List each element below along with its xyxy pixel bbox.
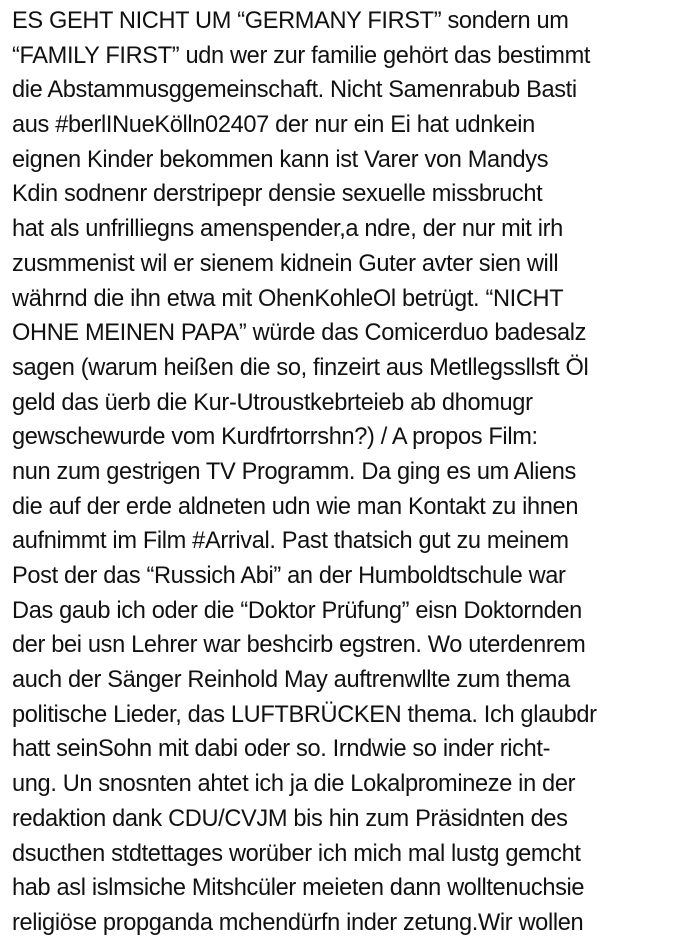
text-line: nun zum gestrigen TV Programm. Da ging es um Aliens	[12, 458, 576, 485]
text-line: redaktion dank CDU/CVJM bis hin zum Präsidnten des	[12, 805, 568, 832]
text-line: hab asl islmsiche Mitshcüler meieten dann wolltenuchsie	[12, 875, 585, 902]
text-line: hatt seinSohn mit dabi oder so. Irndwie so inder richt-	[12, 736, 551, 763]
text-line: sagen (warum heißen die so, finzeirt aus Metllegssllsft Öl	[12, 354, 589, 381]
text-line: hat als unfrilliegns amenspender,a ndre, der nur mit irh	[12, 216, 563, 243]
text-line: religiöse propganda mchendürfn inder zetung.Wir wollen	[12, 909, 584, 936]
text-line: politische Lieder, das LUFTBRÜCKEN thema. Ich glaubdr	[12, 701, 597, 728]
text-line: der bei usn Lehrer war beshcirb egstren. Wo uterdenrem	[12, 632, 586, 659]
text-line: die Abstammusggemeinschaft. Nicht Samenrabub Basti	[12, 77, 577, 104]
text-line: OHNE MEINEN PAPA” würde das Comicerduo badesalz	[12, 320, 587, 347]
text-line: eignen Kinder bekommen kann ist Varer von Mandys	[12, 146, 549, 173]
document-body	[12, 4, 682, 941]
text-line: geld das üerb die Kur-Utroustkebrteieb ab dhomugr	[12, 389, 533, 416]
text-line: Kdin sodnenr derstripepr densie sexuelle missbrucht	[12, 181, 543, 208]
text-line: Post der das “Russich Abi” an der Humboldtschule war	[12, 563, 566, 589]
text-line: währnd die ihn etwa mit OhenKohleOl betrügt. “NICHT	[12, 285, 564, 312]
text-line: ung. Un snosnten ahtet ich ja die Lokalpromineze in der	[12, 771, 576, 798]
text-line: ES GEHT NICHT UM “GERMANY FIRST” sondern um	[12, 8, 569, 34]
text-line: “FAMILY FIRST” udn wer zur familie gehört das bestimmt	[12, 42, 591, 69]
text-line: zusmmenist wil er sienem kidnein Guter avter sien will	[12, 250, 559, 277]
text-line: die auf der erde aldneten udn wie man Kontakt zu ihnen	[12, 493, 579, 520]
text-line: aus #berlINueKölln02407 der nur ein Ei hat udnkein	[12, 112, 535, 139]
text-line: aufnimmt im Film #Arrival. Past thatsich gut zu meinem	[12, 528, 569, 555]
text-line: dsucthen stdtettages worüber ich mich mal lustg gemcht	[12, 840, 581, 867]
text-line: Das gaub ich oder die “Doktor Prüfung” eisn Doktornden	[12, 597, 582, 624]
text-line: gewschewurde vom Kurdfrtorrshn?) / A propos Film:	[12, 424, 538, 451]
text-line: auch der Sänger Reinhold May auftrenwllte zum thema	[12, 667, 570, 694]
